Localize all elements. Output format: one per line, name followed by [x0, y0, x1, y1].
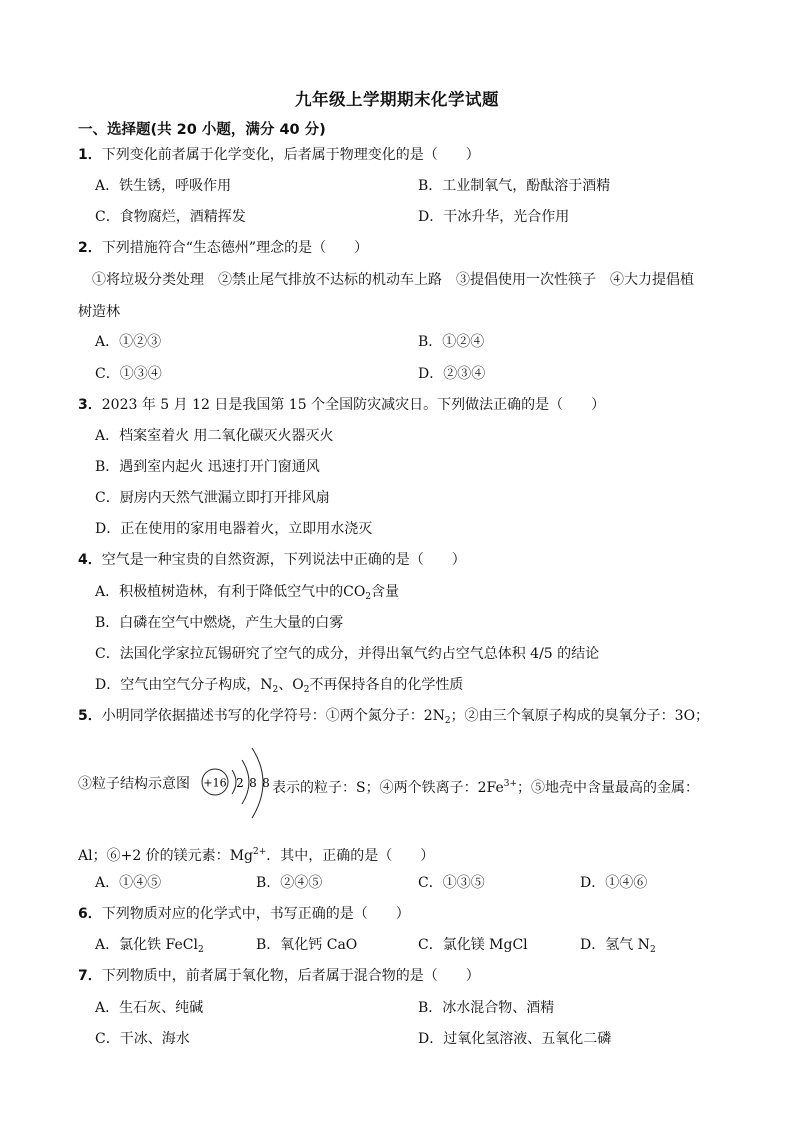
- shell-electron-count: 8: [262, 776, 270, 790]
- option-text: D．空气由空气分子构成，: [95, 677, 261, 693]
- question-number: 1．: [78, 147, 102, 163]
- q7-option-b[interactable]: B．冰水混合物、酒精: [418, 1000, 555, 1016]
- question-number: 6．: [78, 906, 102, 922]
- formula-o2: [292, 677, 309, 693]
- formula-co2: [343, 584, 371, 600]
- formula-symbol: Mg: [229, 848, 253, 864]
- q3-option-c[interactable]: C．厨房内天然气泄漏立即打开排风扇: [95, 490, 330, 506]
- question-5-line3: [78, 842, 434, 866]
- option-text: D．氢气 N: [580, 937, 650, 953]
- question-7-stem: [78, 966, 480, 986]
- nucleus-charge: +16: [203, 776, 227, 790]
- question-text: ；⑤地壳中含量最高的金属：: [517, 780, 700, 796]
- subscript: 2: [197, 945, 204, 955]
- q5-option-d[interactable]: D．①④⑥: [580, 875, 648, 891]
- question-2-stem: [78, 238, 368, 258]
- question-number: 7．: [78, 968, 102, 984]
- shell-electron-count: 8: [249, 776, 257, 790]
- question-text: 下列措施符合“生态德州”理念的是（ ）: [101, 240, 369, 256]
- question-text: 2023 年 5 月 12 日是我国第 15 个全国防灾减灾日。下列做法正确的是（ ）: [101, 397, 606, 413]
- page-title: 九年级上学期期末化学试题: [295, 90, 499, 109]
- option-text: A．积极植树造林，有利于降低空气中的: [95, 584, 344, 600]
- q1-option-b[interactable]: B．工业制氧气，酚酞溶于酒精: [418, 178, 611, 194]
- question-5-line2-pre: ③粒子结构示意图: [78, 776, 190, 792]
- question-text: 下列物质对应的化学式中，书写正确的是（ ）: [101, 906, 410, 922]
- q2-option-b[interactable]: B．①②④: [418, 334, 485, 350]
- formula-2n2: [424, 708, 451, 724]
- q7-option-c[interactable]: C．干冰、海水: [95, 1031, 190, 1047]
- subscript: 2: [649, 945, 656, 955]
- formula-symbol: O: [292, 677, 304, 693]
- q4-option-b[interactable]: B．白磷在空气中燃烧，产生大量的白雾: [95, 615, 344, 631]
- formula-symbol: 2N: [423, 708, 445, 724]
- q4-option-a[interactable]: [95, 582, 399, 607]
- question-3-stem: [78, 395, 605, 415]
- superscript: 2+: [252, 847, 267, 857]
- q6-option-c[interactable]: C．氯化镁 MgCl: [418, 937, 528, 953]
- q2-items-line1: ①将垃圾分类处理 ②禁止尾气排放不达标的机动车上路 ③提倡使用一次性筷子 ④大力提倡植: [92, 272, 694, 288]
- question-text: ；: [695, 708, 710, 724]
- q4-option-d[interactable]: [95, 675, 463, 700]
- q1-option-d[interactable]: D．干冰升华，光合作用: [418, 209, 570, 225]
- subscript: 2: [444, 716, 451, 726]
- subscript: 2: [365, 592, 372, 602]
- question-number: 5．: [78, 708, 102, 724]
- superscript: 3+: [503, 779, 518, 789]
- q1-option-a[interactable]: A．铁生锈，呼吸作用: [95, 178, 232, 194]
- formula-n2: [260, 677, 278, 693]
- q4-option-c[interactable]: C．法国化学家拉瓦锡研究了空气的成分，并得出氧气约占空气总体积 4/5 的结论: [95, 646, 600, 662]
- particle-structure-diagram: [200, 742, 280, 832]
- section-heading: 一、选择题(共 20 小题，满分 40 分): [78, 122, 326, 138]
- question-text: 表示的粒子：S；④两个铁离子：: [272, 780, 478, 796]
- formula-symbol: 2Fe: [477, 780, 504, 796]
- formula-mg2: [230, 848, 267, 864]
- formula-2fe3: [478, 780, 517, 796]
- q5-option-b[interactable]: B．②④⑤: [256, 875, 323, 891]
- q5-option-c[interactable]: C．①③⑤: [418, 875, 485, 891]
- question-text: 空气是一种宝贵的自然资源，下列说法中正确的是（ ）: [101, 552, 466, 568]
- question-5-line1: [78, 706, 709, 731]
- q2-option-d[interactable]: D．②③④: [418, 366, 486, 382]
- formula-symbol: N: [260, 677, 273, 693]
- q6-option-d[interactable]: [580, 935, 656, 960]
- option-text: 含量: [371, 584, 400, 600]
- subscript: 2: [303, 685, 310, 695]
- q6-option-a[interactable]: [95, 935, 204, 960]
- subscript: 2: [272, 685, 279, 695]
- question-5-line2-post: [272, 774, 699, 798]
- question-text: 下列物质中，前者属于氧化物，后者属于混合物的是（ ）: [101, 968, 480, 984]
- option-text: A．氯化铁 FeCl: [95, 937, 198, 953]
- question-text: Al；⑥+2 价的镁元素：: [78, 848, 230, 864]
- q2-option-a[interactable]: A．①②③: [95, 334, 162, 350]
- q2-items-line2: 树造林: [78, 304, 120, 320]
- q1-option-c[interactable]: C．食物腐烂，酒精挥发: [95, 209, 246, 225]
- q5-option-a[interactable]: A．①④⑤: [95, 875, 162, 891]
- formula-3o: 3O: [674, 708, 696, 724]
- shell-electron-count: 2: [236, 776, 244, 790]
- q3-option-b[interactable]: B．遇到室内起火 迅速打开门窗通风: [95, 459, 320, 475]
- question-text: ．其中，正确的是（ ）: [266, 848, 435, 864]
- question-6-stem: [78, 904, 410, 924]
- q3-option-d[interactable]: D．正在使用的家用电器着火，立即用水浇灭: [95, 521, 373, 537]
- formula-symbol: CO: [343, 584, 366, 600]
- q3-option-a[interactable]: A．档案室着火 用二氧化碳灭火器灭火: [95, 428, 334, 444]
- q7-option-d[interactable]: D．过氧化氢溶液、五氧化二磷: [418, 1031, 612, 1047]
- question-text: 下列变化前者属于化学变化，后者属于物理变化的是（ ）: [101, 147, 480, 163]
- question-number: 2．: [78, 240, 102, 256]
- question-number: 3．: [78, 397, 102, 413]
- q6-option-b[interactable]: B．氧化钙 CaO: [256, 937, 358, 953]
- question-text: ；②由三个氧原子构成的臭氧分子：: [450, 708, 675, 724]
- q7-option-a[interactable]: A．生石灰、纯碱: [95, 1000, 204, 1016]
- question-number: 4．: [78, 552, 102, 568]
- question-1-stem: [78, 145, 480, 165]
- question-4-stem: [78, 550, 466, 570]
- separator: 、: [278, 677, 293, 693]
- question-text: 小明同学依据描述书写的化学符号：①两个氮分子：: [101, 708, 424, 724]
- q2-option-c[interactable]: C．①③④: [95, 366, 162, 382]
- option-text: 不再保持各自的化学性质: [309, 677, 464, 693]
